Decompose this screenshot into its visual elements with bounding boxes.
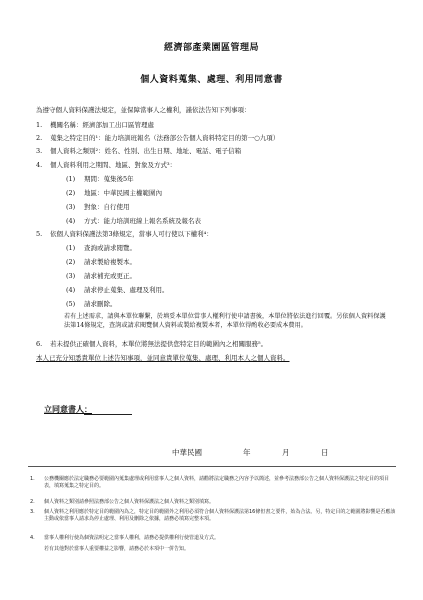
list-item [36,147,241,156]
footnote-text: 若有其他對於當事人重要權益之影響，請務必於本項中一併告知。 [44,546,190,552]
sub-item-text: 請求停止蒐集、處理及利用。 [84,286,169,294]
footnote [44,546,398,553]
organization-name: 經濟部產業園區管理局 [163,43,259,53]
footnote-text: 當事人權利行使為個資法明定之當事人權利，請務必提供權利行使管道及方式。 [44,535,220,541]
footnote-divider [28,466,396,467]
sub-item-number: (3) [66,272,76,280]
sub-item-number: (5) [66,300,76,308]
sub-item-number: (2) [66,258,76,266]
sub-item-text: 地區：中華民國主權範圍內 [84,189,162,197]
sub-item [66,203,130,212]
item-number: 5. [36,230,43,238]
footnote [30,509,398,523]
footnote-text: 公務機關應於法定職務必要範圍內蒐集處理或利用當事人之個人資料，請勸將法定職務之內容予以簡述，並參考法務部公告之個人資料保護法之特定目的項目表，填寫蒐集之特定目的。 [44,476,390,490]
footnote-number: 2. [30,499,35,505]
list-item [36,161,176,170]
sub-item [66,175,134,184]
sub-item-number: (4) [66,286,76,294]
footnote-number: 1. [30,476,35,482]
item-number: 2. [36,134,43,142]
intro-text: 為遵守個人資料保護法規定，並保障當事人之權利，謹依法告知下列事項： [36,106,251,114]
item-text: 依個人資料保護法第3條規定，當事人可行使以下權利⁴： [50,230,213,238]
footnote [30,499,398,506]
sub-item-number: (1) [66,175,76,183]
date-day: 日 [321,448,329,457]
sub-item [66,189,162,198]
sub-item-number: (1) [66,244,76,252]
sub-item-number: (2) [66,189,76,197]
item-text: 機關名稱：經濟部加工出口區管理處 [50,121,154,129]
item-text: 蒐集之特定目的¹：能力培訓班報名（法務部公告個人資料特定目的第一○九項） [50,134,280,142]
list-item [36,134,279,143]
item-number: 3. [36,147,43,155]
item-text: 個人資料利用之期間、地區、對象及方式³： [50,161,177,169]
date-country: 中華民國 [172,448,202,457]
sub-item-text: 對象：自行使用 [84,203,130,211]
item-number: 4. [36,161,43,169]
footnote-number: 3. [30,509,35,515]
sub-item [66,272,136,281]
signature-line[interactable] [84,414,132,415]
item-number: 1. [36,121,43,129]
sub-item [66,244,136,253]
sub-item-number: (3) [66,203,76,211]
sub-item-text: 期間：蒐集後5年 [84,175,134,183]
footnote [30,535,398,542]
list-item [36,230,213,239]
sub-item [66,258,136,267]
sub-item [66,217,201,226]
sub-item-text: 方式：能力培訓班線上報名系統及報名表 [84,217,201,225]
sub-item [66,300,117,309]
list-item [36,121,154,130]
footnote [30,476,398,490]
sub-item-text: 查詢或請求閱覽。 [84,244,136,252]
rights-note: 若有上述需求，請與本單位聯繫，於填妥本單位當事人權利行使申請書後，本單位將依法進行回覆。另依個人資料保護法第14條規定，查詢或請求閱覽個人資料或製給複製本者，本單位得酌收必要成本費用。 [64,313,386,329]
sub-item-text: 請求刪除。 [84,300,117,308]
sub-item [66,286,169,295]
item-text: 個人資料之類別²：姓名、性別、出生日期、地址、電話、電子信箱 [50,147,242,155]
date-month: 月 [282,448,290,457]
sub-item-text: 請求製給複製本。 [84,258,136,266]
signature-label: 立同意書人： [44,404,92,414]
footnote-number: 4. [30,535,35,541]
item-text: 若未提供正確個人資料，本單位將無法提供您特定目的範圍內之相關服務⁵。 [50,340,268,348]
date-year: 年 [243,448,251,457]
consent-declaration: 本人已充分知悉貴單位上述告知事項，並同意貴單位蒐集、處理、利用本人之個人資料。 [36,354,290,362]
list-item [36,340,267,349]
document-title: 個人資料蒐集、處理、利用同意書 [140,75,283,85]
item-number: 6. [36,340,43,348]
sub-item-number: (4) [66,217,76,225]
footnote-text: 個人資料之類別請參照法務部公告之個人資料保護法之個人資料之類別填寫。 [44,499,215,505]
footnote-text: 個人資料之利用應於特定目的範圍內為之，特定目的範圍外之利用必須符合個人資料保護法第16條但書之要件，始為合法。另，特定目的之範圍將影響是否應該主動或依當事人請求為停止處理、利用及刪除之依據，請務必填寫完整本項。 [44,509,396,523]
sub-item-text: 請求補充或更正。 [84,272,136,280]
